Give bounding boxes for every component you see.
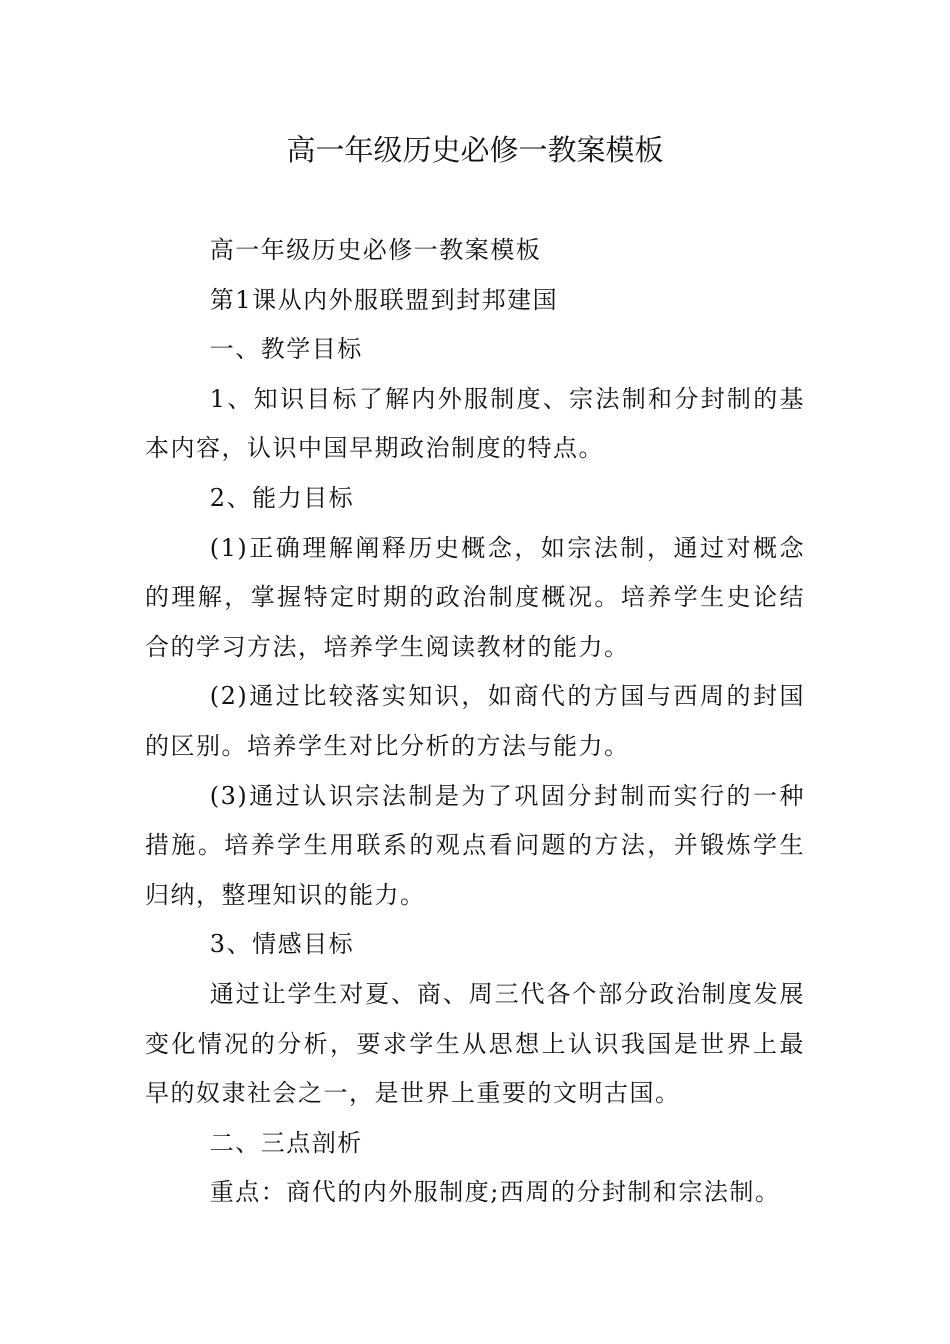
paragraph-lesson-title: 第1课从内外服联盟到封邦建国 bbox=[209, 285, 559, 314]
document-body bbox=[145, 226, 805, 1218]
paragraph-emotion-goal: 通过让学生对夏、商、周三代各个部分政治制度发展变化情况的分析，要求学生从思想上认识我国是世界上最早的奴隶社会之一，是世界上重要的文明古国。 bbox=[145, 979, 805, 1108]
paragraph-key-points: 重点：商代的内外服制度;西周的分封制和宗法制。 bbox=[209, 1178, 781, 1207]
heading-three-points: 二、三点剖析 bbox=[209, 1128, 363, 1157]
paragraph-ability-3: (3)通过认识宗法制是为了巩固分封制而实行的一种措施。培养学生用联系的观点看问题的方法，并锻炼学生归纳，整理知识的能力。 bbox=[145, 781, 805, 909]
heading-teaching-goals: 一、教学目标 bbox=[209, 335, 363, 364]
paragraph-ability-2: (2)通过比较落实知识，如商代的方国与西周的封国的区别。培养学生对比分析的方法与能力。 bbox=[145, 682, 805, 760]
heading-emotion-goal: 3、情感目标 bbox=[209, 930, 355, 959]
paragraph-subtitle: 高一年级历史必修一教案模板 bbox=[209, 236, 542, 264]
heading-ability-goal: 2、能力目标 bbox=[209, 483, 355, 512]
paragraph-knowledge-goal: 1、知识目标了解内外服制度、宗法制和分封制的基本内容，认识中国早期政治制度的特点。 bbox=[145, 384, 805, 463]
paragraph-ability-1: (1)正确理解阐释历史概念，如宗法制，通过对概念的理解，掌握特定时期的政治制度概况。培养学生史论结合的学习方法，培养学生阅读教材的能力。 bbox=[145, 533, 805, 661]
document-title: 高一年级历史必修一教案模板 bbox=[286, 133, 664, 167]
